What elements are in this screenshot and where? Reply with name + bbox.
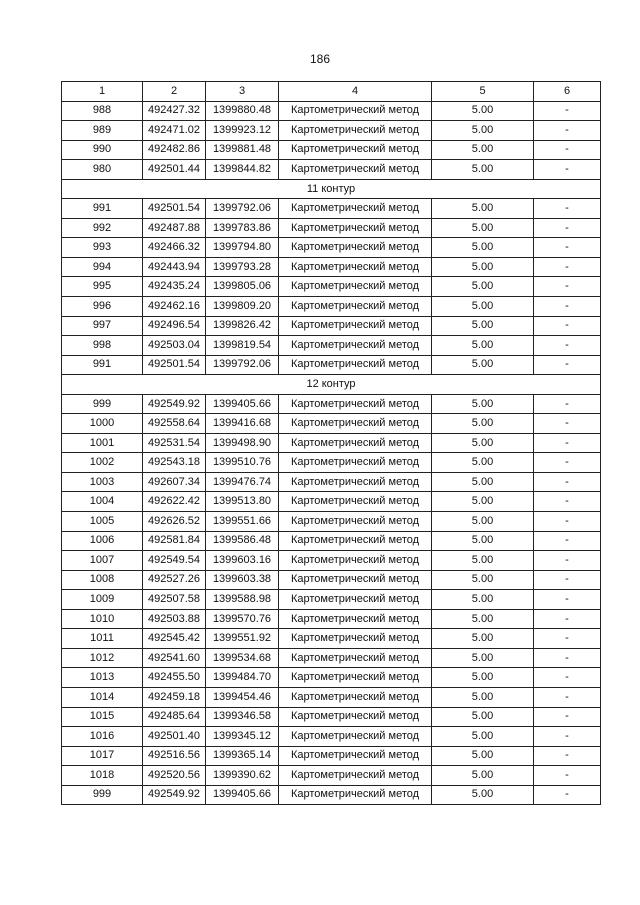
point-number-cell: 1007 [62, 551, 143, 571]
point-number-cell: 993 [62, 238, 143, 258]
method-cell: Картометрический метод [279, 316, 432, 336]
y-coordinate-cell: 1399551.92 [206, 629, 279, 649]
y-coordinate-cell: 1399484.70 [206, 668, 279, 688]
y-coordinate-cell: 1399534.68 [206, 648, 279, 668]
x-coordinate-cell: 492626.52 [143, 512, 206, 532]
note-cell: - [534, 668, 601, 688]
point-number-cell: 991 [62, 199, 143, 219]
note-cell: - [534, 785, 601, 805]
x-coordinate-cell: 492496.54 [143, 316, 206, 336]
point-number-cell: 994 [62, 257, 143, 277]
precision-cell: 5.00 [432, 414, 534, 434]
precision-cell: 5.00 [432, 238, 534, 258]
point-number-cell: 995 [62, 277, 143, 297]
table-row [62, 433, 601, 453]
precision-cell: 5.00 [432, 590, 534, 610]
header-cell: 6 [534, 82, 601, 102]
x-coordinate-cell: 492607.34 [143, 472, 206, 492]
note-cell: - [534, 140, 601, 160]
point-number-cell: 1012 [62, 648, 143, 668]
table-row [62, 609, 601, 629]
table-row [62, 707, 601, 727]
point-number-cell: 1005 [62, 512, 143, 532]
y-coordinate-cell: 1399880.48 [206, 101, 279, 121]
table-row [62, 140, 601, 160]
point-number-cell: 1016 [62, 727, 143, 747]
precision-cell: 5.00 [432, 355, 534, 375]
precision-cell: 5.00 [432, 492, 534, 512]
table-row [62, 590, 601, 610]
point-number-cell: 998 [62, 336, 143, 356]
method-cell: Картометрический метод [279, 766, 432, 786]
header-cell: 2 [143, 82, 206, 102]
point-number-cell: 1002 [62, 453, 143, 473]
method-cell: Картометрический метод [279, 785, 432, 805]
table-row [62, 512, 601, 532]
method-cell: Картометрический метод [279, 707, 432, 727]
x-coordinate-cell: 492459.18 [143, 687, 206, 707]
point-number-cell: 1004 [62, 492, 143, 512]
method-cell: Картометрический метод [279, 687, 432, 707]
table-row [62, 629, 601, 649]
y-coordinate-cell: 1399570.76 [206, 609, 279, 629]
table-body [62, 101, 601, 805]
point-number-cell: 988 [62, 101, 143, 121]
x-coordinate-cell: 492531.54 [143, 433, 206, 453]
method-cell: Картометрический метод [279, 394, 432, 414]
y-coordinate-cell: 1399405.66 [206, 394, 279, 414]
note-cell: - [534, 316, 601, 336]
method-cell: Картометрический метод [279, 648, 432, 668]
y-coordinate-cell: 1399793.28 [206, 257, 279, 277]
y-coordinate-cell: 1399405.66 [206, 785, 279, 805]
note-cell: - [534, 394, 601, 414]
note-cell: - [534, 101, 601, 121]
note-cell: - [534, 414, 601, 434]
y-coordinate-cell: 1399794.80 [206, 238, 279, 258]
precision-cell: 5.00 [432, 746, 534, 766]
x-coordinate-cell: 492471.02 [143, 121, 206, 141]
x-coordinate-cell: 492516.56 [143, 746, 206, 766]
y-coordinate-cell: 1399586.48 [206, 531, 279, 551]
table-row [62, 648, 601, 668]
point-number-cell: 1010 [62, 609, 143, 629]
precision-cell: 5.00 [432, 394, 534, 414]
x-coordinate-cell: 492443.94 [143, 257, 206, 277]
note-cell: - [534, 531, 601, 551]
method-cell: Картометрический метод [279, 492, 432, 512]
y-coordinate-cell: 1399826.42 [206, 316, 279, 336]
method-cell: Картометрический метод [279, 414, 432, 434]
precision-cell: 5.00 [432, 551, 534, 571]
method-cell: Картометрический метод [279, 277, 432, 297]
y-coordinate-cell: 1399844.82 [206, 160, 279, 180]
precision-cell: 5.00 [432, 297, 534, 317]
point-number-cell: 1009 [62, 590, 143, 610]
note-cell: - [534, 277, 601, 297]
y-coordinate-cell: 1399603.16 [206, 551, 279, 571]
precision-cell: 5.00 [432, 277, 534, 297]
method-cell: Картометрический метод [279, 238, 432, 258]
note-cell: - [534, 433, 601, 453]
note-cell: - [534, 472, 601, 492]
point-number-cell: 1015 [62, 707, 143, 727]
method-cell: Картометрический метод [279, 746, 432, 766]
table-row [62, 746, 601, 766]
precision-cell: 5.00 [432, 727, 534, 747]
point-number-cell: 990 [62, 140, 143, 160]
precision-cell: 5.00 [432, 140, 534, 160]
precision-cell: 5.00 [432, 199, 534, 219]
note-cell: - [534, 355, 601, 375]
y-coordinate-cell: 1399588.98 [206, 590, 279, 610]
header-cell: 3 [206, 82, 279, 102]
table-row [62, 727, 601, 747]
table-row [62, 277, 601, 297]
note-cell: - [534, 590, 601, 610]
note-cell: - [534, 160, 601, 180]
method-cell: Картометрический метод [279, 336, 432, 356]
x-coordinate-cell: 492485.64 [143, 707, 206, 727]
method-cell: Картометрический метод [279, 570, 432, 590]
y-coordinate-cell: 1399365.14 [206, 746, 279, 766]
header-cell: 5 [432, 82, 534, 102]
method-cell: Картометрический метод [279, 140, 432, 160]
table-row [62, 687, 601, 707]
method-cell: Картометрический метод [279, 531, 432, 551]
method-cell: Картометрический метод [279, 121, 432, 141]
precision-cell: 5.00 [432, 668, 534, 688]
y-coordinate-cell: 1399454.46 [206, 687, 279, 707]
precision-cell: 5.00 [432, 472, 534, 492]
header-cell: 1 [62, 82, 143, 102]
x-coordinate-cell: 492549.92 [143, 394, 206, 414]
table-row [62, 531, 601, 551]
point-number-cell: 1001 [62, 433, 143, 453]
table-row [62, 492, 601, 512]
x-coordinate-cell: 492435.24 [143, 277, 206, 297]
note-cell: - [534, 570, 601, 590]
table-header [62, 82, 601, 102]
table-row [62, 336, 601, 356]
note-cell: - [534, 238, 601, 258]
note-cell: - [534, 629, 601, 649]
point-number-cell: 989 [62, 121, 143, 141]
method-cell: Картометрический метод [279, 355, 432, 375]
precision-cell: 5.00 [432, 785, 534, 805]
x-coordinate-cell: 492487.88 [143, 218, 206, 238]
point-number-cell: 1013 [62, 668, 143, 688]
method-cell: Картометрический метод [279, 453, 432, 473]
x-coordinate-cell: 492501.40 [143, 727, 206, 747]
x-coordinate-cell: 492466.32 [143, 238, 206, 258]
table-row [62, 297, 601, 317]
x-coordinate-cell: 492427.32 [143, 101, 206, 121]
note-cell: - [534, 648, 601, 668]
table-row [62, 785, 601, 805]
contour-title-row [62, 179, 601, 199]
x-coordinate-cell: 492527.26 [143, 570, 206, 590]
y-coordinate-cell: 1399792.06 [206, 355, 279, 375]
y-coordinate-cell: 1399809.20 [206, 297, 279, 317]
y-coordinate-cell: 1399390.62 [206, 766, 279, 786]
method-cell: Картометрический метод [279, 590, 432, 610]
method-cell: Картометрический метод [279, 551, 432, 571]
contour-title: 12 контур [62, 375, 601, 395]
note-cell: - [534, 492, 601, 512]
precision-cell: 5.00 [432, 766, 534, 786]
y-coordinate-cell: 1399416.68 [206, 414, 279, 434]
precision-cell: 5.00 [432, 609, 534, 629]
table-row [62, 414, 601, 434]
table-row [62, 218, 601, 238]
precision-cell: 5.00 [432, 687, 534, 707]
x-coordinate-cell: 492549.54 [143, 551, 206, 571]
precision-cell: 5.00 [432, 101, 534, 121]
x-coordinate-cell: 492455.50 [143, 668, 206, 688]
note-cell: - [534, 551, 601, 571]
header-row [62, 82, 601, 102]
point-number-cell: 1018 [62, 766, 143, 786]
point-number-cell: 999 [62, 394, 143, 414]
precision-cell: 5.00 [432, 433, 534, 453]
x-coordinate-cell: 492622.42 [143, 492, 206, 512]
x-coordinate-cell: 492482.86 [143, 140, 206, 160]
point-number-cell: 1000 [62, 414, 143, 434]
point-number-cell: 992 [62, 218, 143, 238]
y-coordinate-cell: 1399805.06 [206, 277, 279, 297]
method-cell: Картометрический метод [279, 199, 432, 219]
x-coordinate-cell: 492501.54 [143, 355, 206, 375]
y-coordinate-cell: 1399881.48 [206, 140, 279, 160]
y-coordinate-cell: 1399510.76 [206, 453, 279, 473]
note-cell: - [534, 297, 601, 317]
table-row [62, 121, 601, 141]
precision-cell: 5.00 [432, 531, 534, 551]
y-coordinate-cell: 1399792.06 [206, 199, 279, 219]
note-cell: - [534, 218, 601, 238]
y-coordinate-cell: 1399783.86 [206, 218, 279, 238]
precision-cell: 5.00 [432, 316, 534, 336]
precision-cell: 5.00 [432, 121, 534, 141]
table-row [62, 257, 601, 277]
method-cell: Картометрический метод [279, 609, 432, 629]
precision-cell: 5.00 [432, 336, 534, 356]
note-cell: - [534, 257, 601, 277]
table-row [62, 766, 601, 786]
method-cell: Картометрический метод [279, 727, 432, 747]
method-cell: Картометрический метод [279, 297, 432, 317]
point-number-cell: 1014 [62, 687, 143, 707]
x-coordinate-cell: 492520.56 [143, 766, 206, 786]
table-row [62, 199, 601, 219]
coordinates-table [61, 81, 601, 805]
note-cell: - [534, 512, 601, 532]
x-coordinate-cell: 492541.60 [143, 648, 206, 668]
point-number-cell: 999 [62, 785, 143, 805]
precision-cell: 5.00 [432, 257, 534, 277]
method-cell: Картометрический метод [279, 160, 432, 180]
y-coordinate-cell: 1399513.80 [206, 492, 279, 512]
x-coordinate-cell: 492501.54 [143, 199, 206, 219]
precision-cell: 5.00 [432, 218, 534, 238]
precision-cell: 5.00 [432, 629, 534, 649]
precision-cell: 5.00 [432, 512, 534, 532]
x-coordinate-cell: 492549.92 [143, 785, 206, 805]
x-coordinate-cell: 492503.04 [143, 336, 206, 356]
table-row [62, 668, 601, 688]
note-cell: - [534, 199, 601, 219]
x-coordinate-cell: 492543.18 [143, 453, 206, 473]
table-row [62, 551, 601, 571]
note-cell: - [534, 336, 601, 356]
table-row [62, 101, 601, 121]
point-number-cell: 1006 [62, 531, 143, 551]
header-cell: 4 [279, 82, 432, 102]
method-cell: Картометрический метод [279, 629, 432, 649]
y-coordinate-cell: 1399923.12 [206, 121, 279, 141]
y-coordinate-cell: 1399476.74 [206, 472, 279, 492]
method-cell: Картометрический метод [279, 472, 432, 492]
point-number-cell: 991 [62, 355, 143, 375]
precision-cell: 5.00 [432, 160, 534, 180]
table-row [62, 160, 601, 180]
x-coordinate-cell: 492503.88 [143, 609, 206, 629]
note-cell: - [534, 727, 601, 747]
method-cell: Картометрический метод [279, 433, 432, 453]
method-cell: Картометрический метод [279, 668, 432, 688]
precision-cell: 5.00 [432, 570, 534, 590]
x-coordinate-cell: 492545.42 [143, 629, 206, 649]
point-number-cell: 1011 [62, 629, 143, 649]
table-row [62, 355, 601, 375]
x-coordinate-cell: 492462.16 [143, 297, 206, 317]
contour-title-row [62, 375, 601, 395]
point-number-cell: 996 [62, 297, 143, 317]
table-row [62, 238, 601, 258]
point-number-cell: 980 [62, 160, 143, 180]
method-cell: Картометрический метод [279, 101, 432, 121]
note-cell: - [534, 746, 601, 766]
point-number-cell: 1003 [62, 472, 143, 492]
point-number-cell: 1008 [62, 570, 143, 590]
note-cell: - [534, 766, 601, 786]
method-cell: Картометрический метод [279, 218, 432, 238]
y-coordinate-cell: 1399819.54 [206, 336, 279, 356]
x-coordinate-cell: 492558.64 [143, 414, 206, 434]
x-coordinate-cell: 492581.84 [143, 531, 206, 551]
x-coordinate-cell: 492501.44 [143, 160, 206, 180]
table-row [62, 394, 601, 414]
method-cell: Картометрический метод [279, 257, 432, 277]
x-coordinate-cell: 492507.58 [143, 590, 206, 610]
note-cell: - [534, 453, 601, 473]
y-coordinate-cell: 1399346.58 [206, 707, 279, 727]
table-row [62, 570, 601, 590]
y-coordinate-cell: 1399603.38 [206, 570, 279, 590]
y-coordinate-cell: 1399498.90 [206, 433, 279, 453]
table-row [62, 453, 601, 473]
method-cell: Картометрический метод [279, 512, 432, 532]
note-cell: - [534, 687, 601, 707]
point-number-cell: 997 [62, 316, 143, 336]
y-coordinate-cell: 1399551.66 [206, 512, 279, 532]
precision-cell: 5.00 [432, 707, 534, 727]
table-row [62, 316, 601, 336]
note-cell: - [534, 609, 601, 629]
note-cell: - [534, 707, 601, 727]
contour-title: 11 контур [62, 179, 601, 199]
table-row [62, 472, 601, 492]
note-cell: - [534, 121, 601, 141]
precision-cell: 5.00 [432, 648, 534, 668]
precision-cell: 5.00 [432, 453, 534, 473]
y-coordinate-cell: 1399345.12 [206, 727, 279, 747]
point-number-cell: 1017 [62, 746, 143, 766]
page-number: 186 [309, 52, 331, 66]
